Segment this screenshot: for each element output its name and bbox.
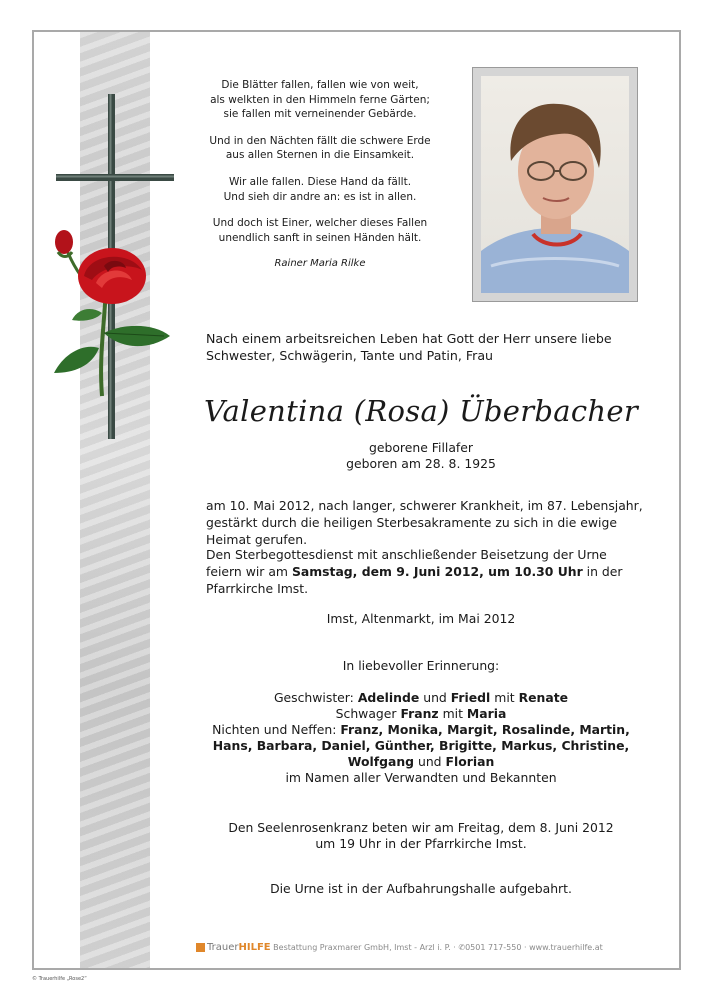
poem — [196, 78, 444, 284]
nieces-line-3: Wolfgang und Florian — [347, 754, 495, 769]
memory-heading: In liebevoller Erinnerung: — [342, 658, 500, 673]
nieces-line-2: Hans, Barbara, Daniel, Günther, Brigitte, Markus, Christine, — [212, 738, 630, 753]
intro-text: Nach einem arbeitsreichen Leben hat Gott der Herr unsere liebe Schwester, Schwägerin, Tante und Patin, Frau — [206, 331, 612, 363]
brother-in-law-line: Schwager Franz mit Maria — [335, 706, 507, 721]
poem-stanza-1: Die Blätter fallen, fallen wie von weit, als welkten in den Himmeln ferne Gärten; sie fallen mit verneinender Gebärde. — [210, 79, 430, 121]
birth-date: geboren am 28. 8. 1925 — [346, 455, 496, 471]
poem-stanza-2: Und in den Nächten fällt die schwere Erde aus allen Sternen in die Einsamkeit. — [209, 134, 431, 162]
poem-stanza-3: Wir alle fallen. Diese Hand da fällt. Und sieh dir andre an: es ist in allen. — [223, 175, 417, 203]
mourners-list — [196, 690, 646, 786]
siblings-line: Geschwister: Adelinde und Friedl mit Renate — [273, 690, 569, 705]
portrait-photo — [481, 76, 629, 293]
maiden-name: geborene Fillafer — [368, 440, 474, 455]
phone-number: 0501 717-550 — [465, 943, 522, 952]
footer: TrauerHILFE Bestattung Praxmarer GmbH, Imst - Arzl i. P. · ✆0501 717-550 · www.trauerhilfe.at — [196, 942, 546, 953]
place-date: Imst, Altenmarkt, im Mai 2012 — [326, 611, 516, 626]
service-date: Samstag, dem 9. Juni 2012, um 10.30 Uhr — [291, 564, 583, 579]
phone-icon: ✆ — [458, 943, 466, 952]
nieces-line-1: Nichten und Neffen: Franz, Monika, Margit, Rosalinde, Martin, — [212, 722, 630, 737]
urn-text: Die Urne ist in der Aufbahrungshalle aufgebahrt. — [270, 881, 572, 896]
rosary-text: Den Seelenrosenkranz beten wir am Freitag, dem 8. Juni 2012 um 19 Uhr in der Pfarrkirche Imst. — [228, 820, 614, 851]
company-name: Bestattung Praxmarer GmbH, Imst - Arzl i. P. — [273, 943, 451, 952]
website: www.trauerhilfe.at — [529, 943, 603, 952]
poem-author: Rainer Maria Rilke — [274, 258, 366, 270]
portrait-frame — [472, 67, 638, 302]
birth-info — [196, 440, 646, 471]
poem-stanza-4: Und doch ist Einer, welcher dieses Fallen unendlich sanft in seinen Händen hält. — [212, 217, 428, 244]
death-text: am 10. Mai 2012, nach langer, schwerer Krankheit, im 87. Lebensjahr, gestärkt durch die heiligen Sterbesakramente zu sich in die ewige Heimat gerufen. — [206, 498, 643, 547]
service-text: Den Sterbegottesdienst mit anschließender Beisetzung der Urne feiern wir am Samstag, dem 9. Juni 2012, um 10.30 Uhr in der Pfarrkirche Imst. — [206, 547, 623, 596]
copyright: © Trauerhilfe „Rose2“ — [32, 976, 87, 982]
rose-icon — [44, 228, 174, 398]
relatives-line: im Namen aller Verwandten und Bekannten — [285, 770, 557, 785]
brand-name: TrauerHILFE — [207, 942, 271, 953]
trauerhilfe-logo-icon — [196, 943, 205, 952]
deceased-name: Valentina (Rosa) Überbacher — [203, 394, 639, 428]
